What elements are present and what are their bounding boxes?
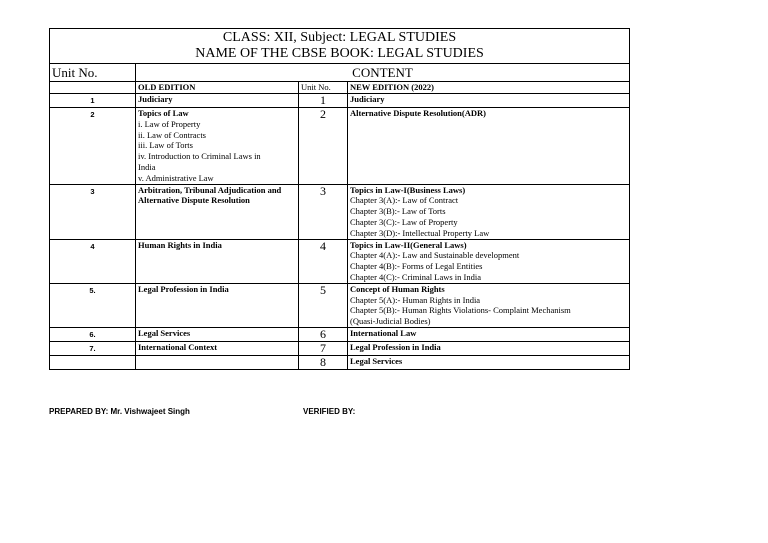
new-unit-chapter: Chapter 4(A):- Law and Sustainable development <box>350 250 520 261</box>
new-unit-chapter: Chapter 3(C):- Law of Property <box>350 216 458 227</box>
prepared-by: PREPARED BY: Mr. Vishwajeet Singh <box>49 407 190 416</box>
old-unit-subtopic: i. Law of Property <box>138 118 201 129</box>
new-unit-title: International Law <box>350 327 417 338</box>
title-book-name: NAME OF THE CBSE BOOK: LEGAL STUDIES <box>50 46 630 64</box>
old-unit-number: 3 <box>50 184 136 239</box>
new-edition-header: NEW EDITION (2022) <box>348 82 630 94</box>
new-unit-chapter: Chapter 4(C):- Criminal Laws in India <box>350 271 482 282</box>
old-unit-number: 4 <box>50 239 136 283</box>
new-unit-chapter: Chapter 4(B):- Forms of Legal Entities <box>350 261 483 272</box>
new-unit-number: 6 <box>299 327 348 341</box>
new-unit-no-header: Unit No. <box>299 82 348 94</box>
new-unit-title: Topics in Law-I(Business Laws) <box>350 184 466 195</box>
new-unit-chapter: (Quasi-Judicial Bodies) <box>350 316 431 327</box>
new-edition-cell <box>348 327 630 341</box>
unit-no-header: Unit No. <box>50 64 136 82</box>
old-unit-number: 7. <box>50 341 136 355</box>
old-unit-number: 1 <box>50 94 136 108</box>
new-unit-number: 5 <box>299 283 348 327</box>
new-unit-title: Concept of Human Rights <box>350 283 445 294</box>
table-row <box>50 341 630 355</box>
title-row-1 <box>50 29 630 47</box>
table-row <box>50 283 630 327</box>
old-unit-title: Judiciary <box>138 94 173 104</box>
new-unit-title: Legal Services <box>350 355 403 366</box>
old-unit-subtopic: iv. Introduction to Criminal Laws in <box>138 151 261 162</box>
title-row-2 <box>50 46 630 64</box>
new-unit-number: 3 <box>299 184 348 239</box>
table-row <box>50 108 630 185</box>
old-unit-number: 6. <box>50 327 136 341</box>
old-unit-number <box>50 355 136 369</box>
blank-header-cell <box>50 82 136 94</box>
old-unit-title: Legal Profession in India <box>138 283 229 294</box>
old-edition-cell <box>136 327 299 341</box>
table-row <box>50 239 630 283</box>
section-header-row <box>50 64 630 82</box>
column-header-row <box>50 82 630 94</box>
old-unit-subtopic: iii. Law of Torts <box>138 140 193 151</box>
new-unit-title: Topics in Law-II(General Laws) <box>350 239 467 250</box>
table-row <box>50 355 630 369</box>
old-edition-cell <box>136 283 299 327</box>
new-unit-number: 1 <box>299 94 348 108</box>
table-row <box>50 327 630 341</box>
table-row <box>50 184 630 239</box>
new-unit-number: 8 <box>299 355 348 369</box>
new-edition-cell <box>348 108 630 185</box>
old-unit-number: 5. <box>50 283 136 327</box>
old-unit-title: Legal Services <box>138 327 191 338</box>
old-edition-cell <box>136 239 299 283</box>
old-edition-cell <box>136 355 299 369</box>
new-unit-number: 7 <box>299 341 348 355</box>
old-unit-subtopic: ii. Law of Contracts <box>138 129 206 140</box>
new-unit-title: Legal Profession in India <box>350 341 441 352</box>
new-unit-chapter: Chapter 3(B):- Law of Torts <box>350 206 446 217</box>
old-unit-subtopic: v. Administrative Law <box>138 172 214 183</box>
old-edition-cell <box>136 184 299 239</box>
verified-by: VERIFIED BY: <box>303 407 356 416</box>
new-unit-number: 2 <box>299 108 348 185</box>
old-edition-cell <box>136 94 299 108</box>
old-unit-title: Human Rights in India <box>138 239 222 250</box>
new-edition-cell <box>348 283 630 327</box>
new-edition-cell <box>348 341 630 355</box>
new-edition-cell <box>348 94 630 108</box>
new-unit-chapter: Chapter 3(D):- Intellectual Property Law <box>350 227 490 238</box>
new-unit-chapter: Chapter 5(B):- Human Rights Violations- Complaint Mechanism <box>350 305 571 316</box>
syllabus-table <box>49 28 630 370</box>
old-unit-title: Topics of Law <box>138 108 189 118</box>
content-header: CONTENT <box>136 64 630 82</box>
old-unit-title: Arbitration, Tribunal Adjudication and Alternative Dispute Resolution <box>138 184 282 206</box>
syllabus-comparison-sheet <box>49 28 629 370</box>
new-unit-chapter: Chapter 5(A):- Human Rights in India <box>350 294 481 305</box>
old-unit-title: International Context <box>138 341 218 352</box>
old-edition-cell <box>136 341 299 355</box>
new-edition-cell <box>348 239 630 283</box>
new-edition-cell <box>348 184 630 239</box>
new-unit-number: 4 <box>299 239 348 283</box>
new-unit-chapter: Chapter 3(A):- Law of Contract <box>350 195 459 206</box>
old-unit-number: 2 <box>50 108 136 185</box>
old-edition-cell <box>136 108 299 185</box>
table-row <box>50 94 630 108</box>
title-class-subject: CLASS: XII, Subject: LEGAL STUDIES <box>50 29 630 47</box>
old-edition-header: OLD EDITION <box>136 82 299 94</box>
new-edition-cell <box>348 355 630 369</box>
new-unit-title: Alternative Dispute Resolution(ADR) <box>350 108 486 118</box>
new-unit-title: Judiciary <box>350 94 385 104</box>
old-unit-subtopic: India <box>138 161 156 172</box>
